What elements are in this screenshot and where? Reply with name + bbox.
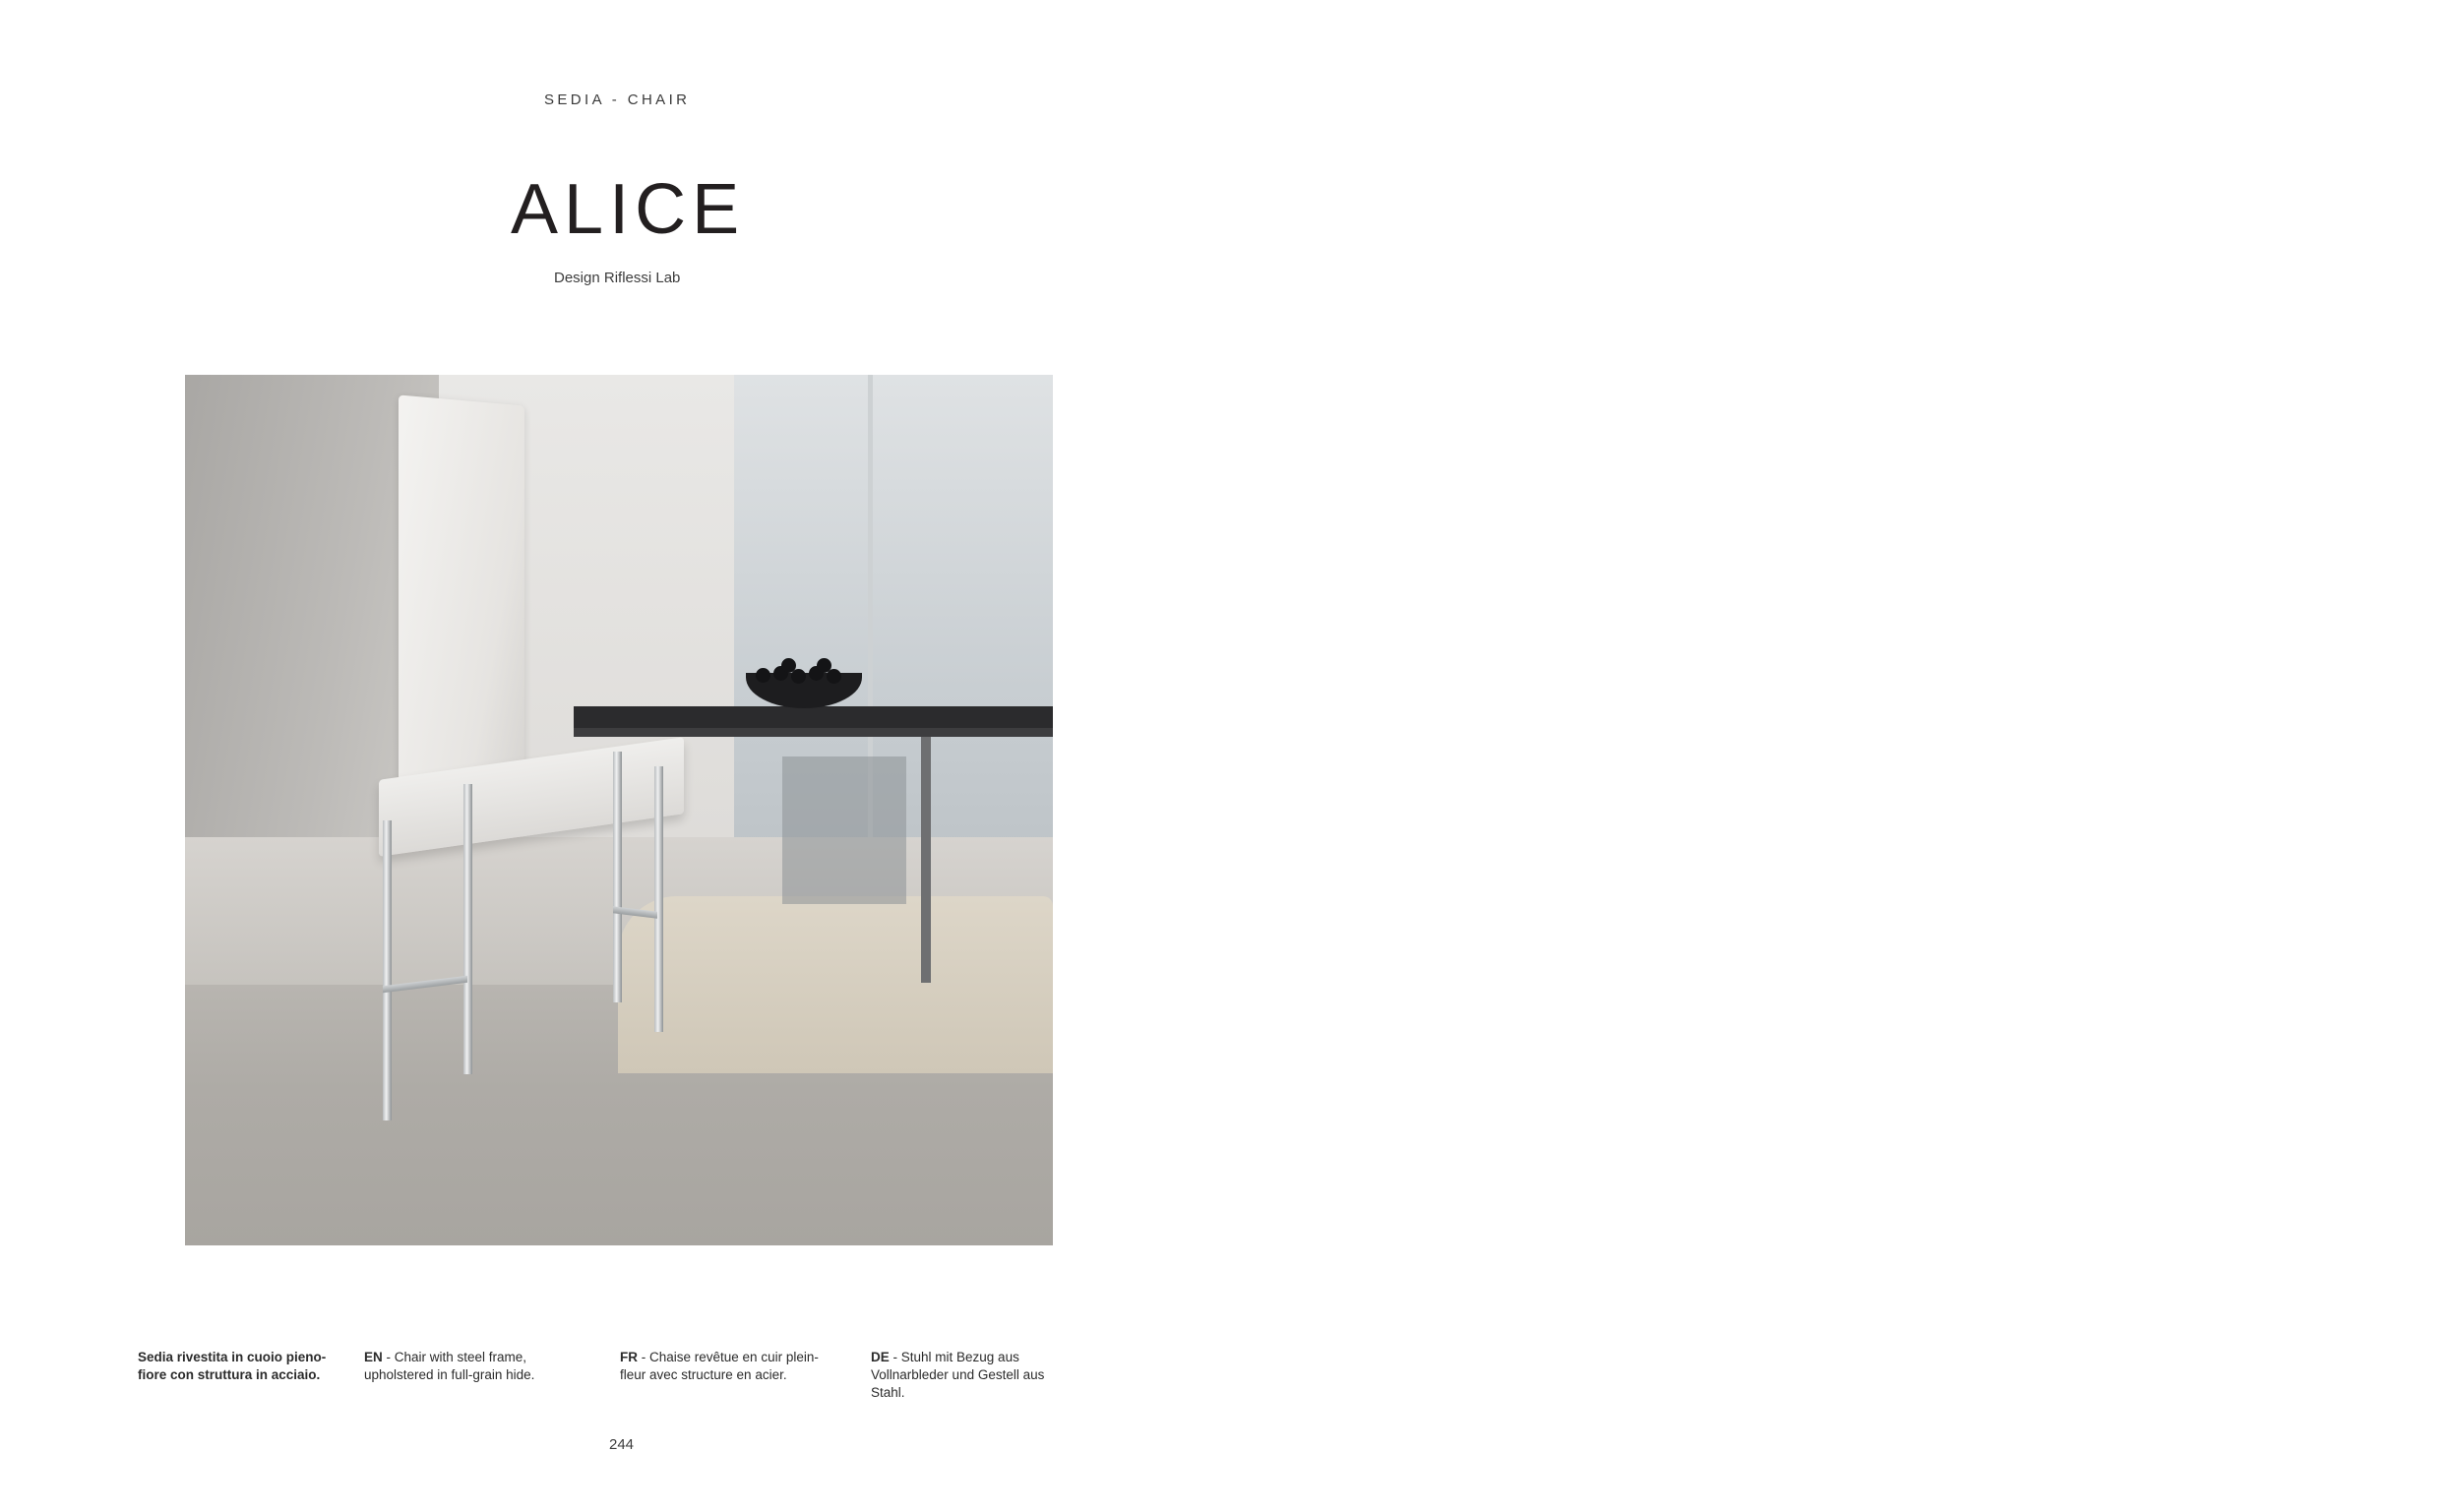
photo-chair-alice bbox=[288, 375, 711, 1160]
chair-leg-front-left bbox=[383, 820, 392, 1120]
chair-leg-front-right bbox=[654, 766, 663, 1032]
chair-leg-back-left bbox=[463, 784, 472, 1074]
right-page bbox=[1230, 0, 2460, 1512]
caption-row-alice bbox=[138, 1349, 1132, 1408]
photo-background-chair bbox=[782, 756, 906, 904]
caption-it: Sedia rivestita in cuoio pieno-fiore con struttura in acciaio. bbox=[138, 1350, 327, 1383]
chair-backrest bbox=[399, 394, 524, 809]
caption-en: EN - Chair with steel frame, upholstered in full-grain hide. bbox=[364, 1350, 535, 1383]
photo-table-leg bbox=[921, 737, 931, 983]
caption-de: DE - Stuhl mit Bezug aus Vollnarbleder und Gestell aus Stahl. bbox=[871, 1350, 1045, 1401]
chair-leg-back-right bbox=[613, 752, 622, 1002]
running-head-left: SEDIA - CHAIR bbox=[544, 91, 691, 108]
product-photo-alice bbox=[185, 375, 1053, 1245]
caption-fr: FR - Chaise revêtue en cuir plein-fleur avec structure en acier. bbox=[620, 1350, 819, 1383]
page-title-alice: ALICE bbox=[511, 170, 746, 249]
page-number-left: 244 bbox=[609, 1436, 635, 1453]
designer-credit-alice: Design Riflessi Lab bbox=[554, 270, 681, 286]
photo-bowl-contents bbox=[756, 666, 854, 682]
chair-crossbar-left bbox=[383, 976, 467, 994]
